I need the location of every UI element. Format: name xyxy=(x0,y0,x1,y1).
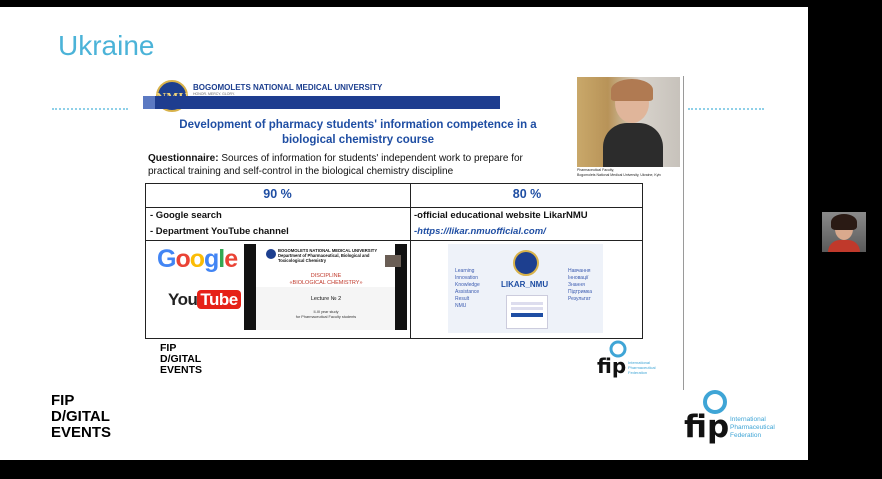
likar-left-item: Assistance xyxy=(455,289,480,295)
photo-caption-line-1: Pharmaceutical Faculty, xyxy=(577,168,615,172)
inner-org-line: International xyxy=(628,360,651,365)
video-university: BOGOMOLETS NATIONAL MEDICAL UNIVERSITY xyxy=(278,248,378,253)
likar-left-item: NMU xyxy=(455,303,467,309)
source-google-search: - Google search xyxy=(150,210,222,221)
photo-caption xyxy=(577,168,661,177)
fip-digital-events-logo xyxy=(51,393,111,441)
presenter-body xyxy=(603,123,663,167)
participant-video-tile[interactable] xyxy=(822,212,866,252)
video-presenter-inset xyxy=(385,255,401,267)
vertical-divider xyxy=(683,76,684,390)
likar-left-item: Learning xyxy=(455,268,475,274)
inner-events-line: D/GITAL xyxy=(160,353,202,365)
events-line: D/GITAL xyxy=(51,408,110,425)
inner-fip-org xyxy=(628,360,656,375)
google-youtube-percent: 90 % xyxy=(263,187,292,201)
university-name: BOGOMOLETS NATIONAL MEDICAL UNIVERSITY xyxy=(193,83,383,92)
org-line: International xyxy=(730,416,766,423)
inner-org-line: Federation xyxy=(628,370,648,375)
inner-org-line: Pharmaceutical xyxy=(628,365,656,370)
likar-password-field xyxy=(511,307,543,310)
youtube-tube: Tube xyxy=(197,290,240,309)
video-audience xyxy=(258,310,394,320)
likar-title: LIKAR_NMU xyxy=(501,280,549,289)
likar-right-list xyxy=(568,268,592,303)
questionnaire-label: Questionnaire: xyxy=(148,153,219,164)
photo-caption-line-2: Bogomolets National Medical University, Ukraine, Kyiv xyxy=(577,172,661,177)
header-bar-accent xyxy=(143,96,155,109)
org-line: Federation xyxy=(730,432,762,439)
inner-fip-logo xyxy=(597,341,627,377)
org-line: Pharmaceutical xyxy=(730,424,775,431)
divider-right xyxy=(688,108,764,110)
questionnaire-body: Sources of information for students' independent work to prepare for practical training and self-control in the biological chemistry discipline xyxy=(148,153,523,177)
youtube-you: You xyxy=(168,290,198,309)
likar-left-item: Innovation xyxy=(455,275,479,281)
likar-right-item: Знання xyxy=(568,282,585,288)
likar-left-item: Result xyxy=(455,296,470,302)
presenter-photo xyxy=(577,77,680,167)
video-university-logo xyxy=(266,249,276,259)
video-border-left xyxy=(244,244,256,330)
likar-username-field xyxy=(511,302,543,305)
fip-org-name xyxy=(730,416,775,440)
video-course: «BIOLOGICAL CHEMISTRY» xyxy=(289,280,363,286)
questionnaire-text xyxy=(148,153,558,178)
inner-events-line: EVENTS xyxy=(160,364,203,376)
likar-left-item: Knowledge xyxy=(455,282,480,288)
video-for: for Pharmaceutical Faculty students xyxy=(295,315,357,319)
source-likar-website: -official educational website LikarNMU xyxy=(414,210,588,221)
inner-events-line: FIP xyxy=(160,342,177,354)
likar-right-item: Результат xyxy=(568,296,591,302)
table-row-divider xyxy=(145,207,643,208)
university-tagline: HONOR. MERCY. GLORY. xyxy=(193,92,235,96)
fip-logo xyxy=(684,389,730,443)
video-lecture: Lecture № 2 xyxy=(310,296,342,302)
participant-hair xyxy=(831,214,857,230)
likar-right-item: Навчання xyxy=(568,268,591,274)
likar-login-button xyxy=(511,313,543,317)
video-discipline: DISCIPLINE xyxy=(310,273,342,279)
svg-text:fip: fip xyxy=(597,354,627,378)
inner-fip-events-logo xyxy=(160,343,202,376)
youtube-logo xyxy=(168,290,241,310)
video-header xyxy=(278,248,386,263)
events-line: FIP xyxy=(51,392,75,409)
table-row-divider xyxy=(145,240,643,241)
heading-line-1: Development of pharmacy students' information competence in a xyxy=(179,119,537,131)
slide-title: Ukraine xyxy=(58,30,155,61)
source-youtube-channel: - Department YouTube channel xyxy=(150,226,289,237)
slide-heading xyxy=(146,118,570,148)
likar-login-form xyxy=(506,295,548,329)
likar-right-item: Інновації xyxy=(568,275,589,281)
participant-body xyxy=(828,240,860,252)
header-bar xyxy=(143,96,500,109)
heading-line-2: biological chemistry course xyxy=(281,134,435,146)
events-line: EVENTS xyxy=(51,424,112,441)
likar-url-link[interactable]: -https://likar.nmuofficial.com/ xyxy=(414,226,546,237)
video-year: II-III year study xyxy=(313,310,339,314)
likar-logo xyxy=(513,250,539,276)
google-logo: Google xyxy=(157,245,238,273)
likar-left-list xyxy=(455,268,480,310)
likar-right-item: Підтримка xyxy=(568,289,593,295)
fip-wordmark: fip xyxy=(684,409,730,445)
video-department: Department of Pharmaceutical, Biological and Toxicological Chemistry xyxy=(278,253,370,263)
likar-percent: 80 % xyxy=(512,187,542,201)
divider-left xyxy=(52,108,128,110)
video-title xyxy=(258,273,394,287)
presenter-hair xyxy=(611,79,653,101)
